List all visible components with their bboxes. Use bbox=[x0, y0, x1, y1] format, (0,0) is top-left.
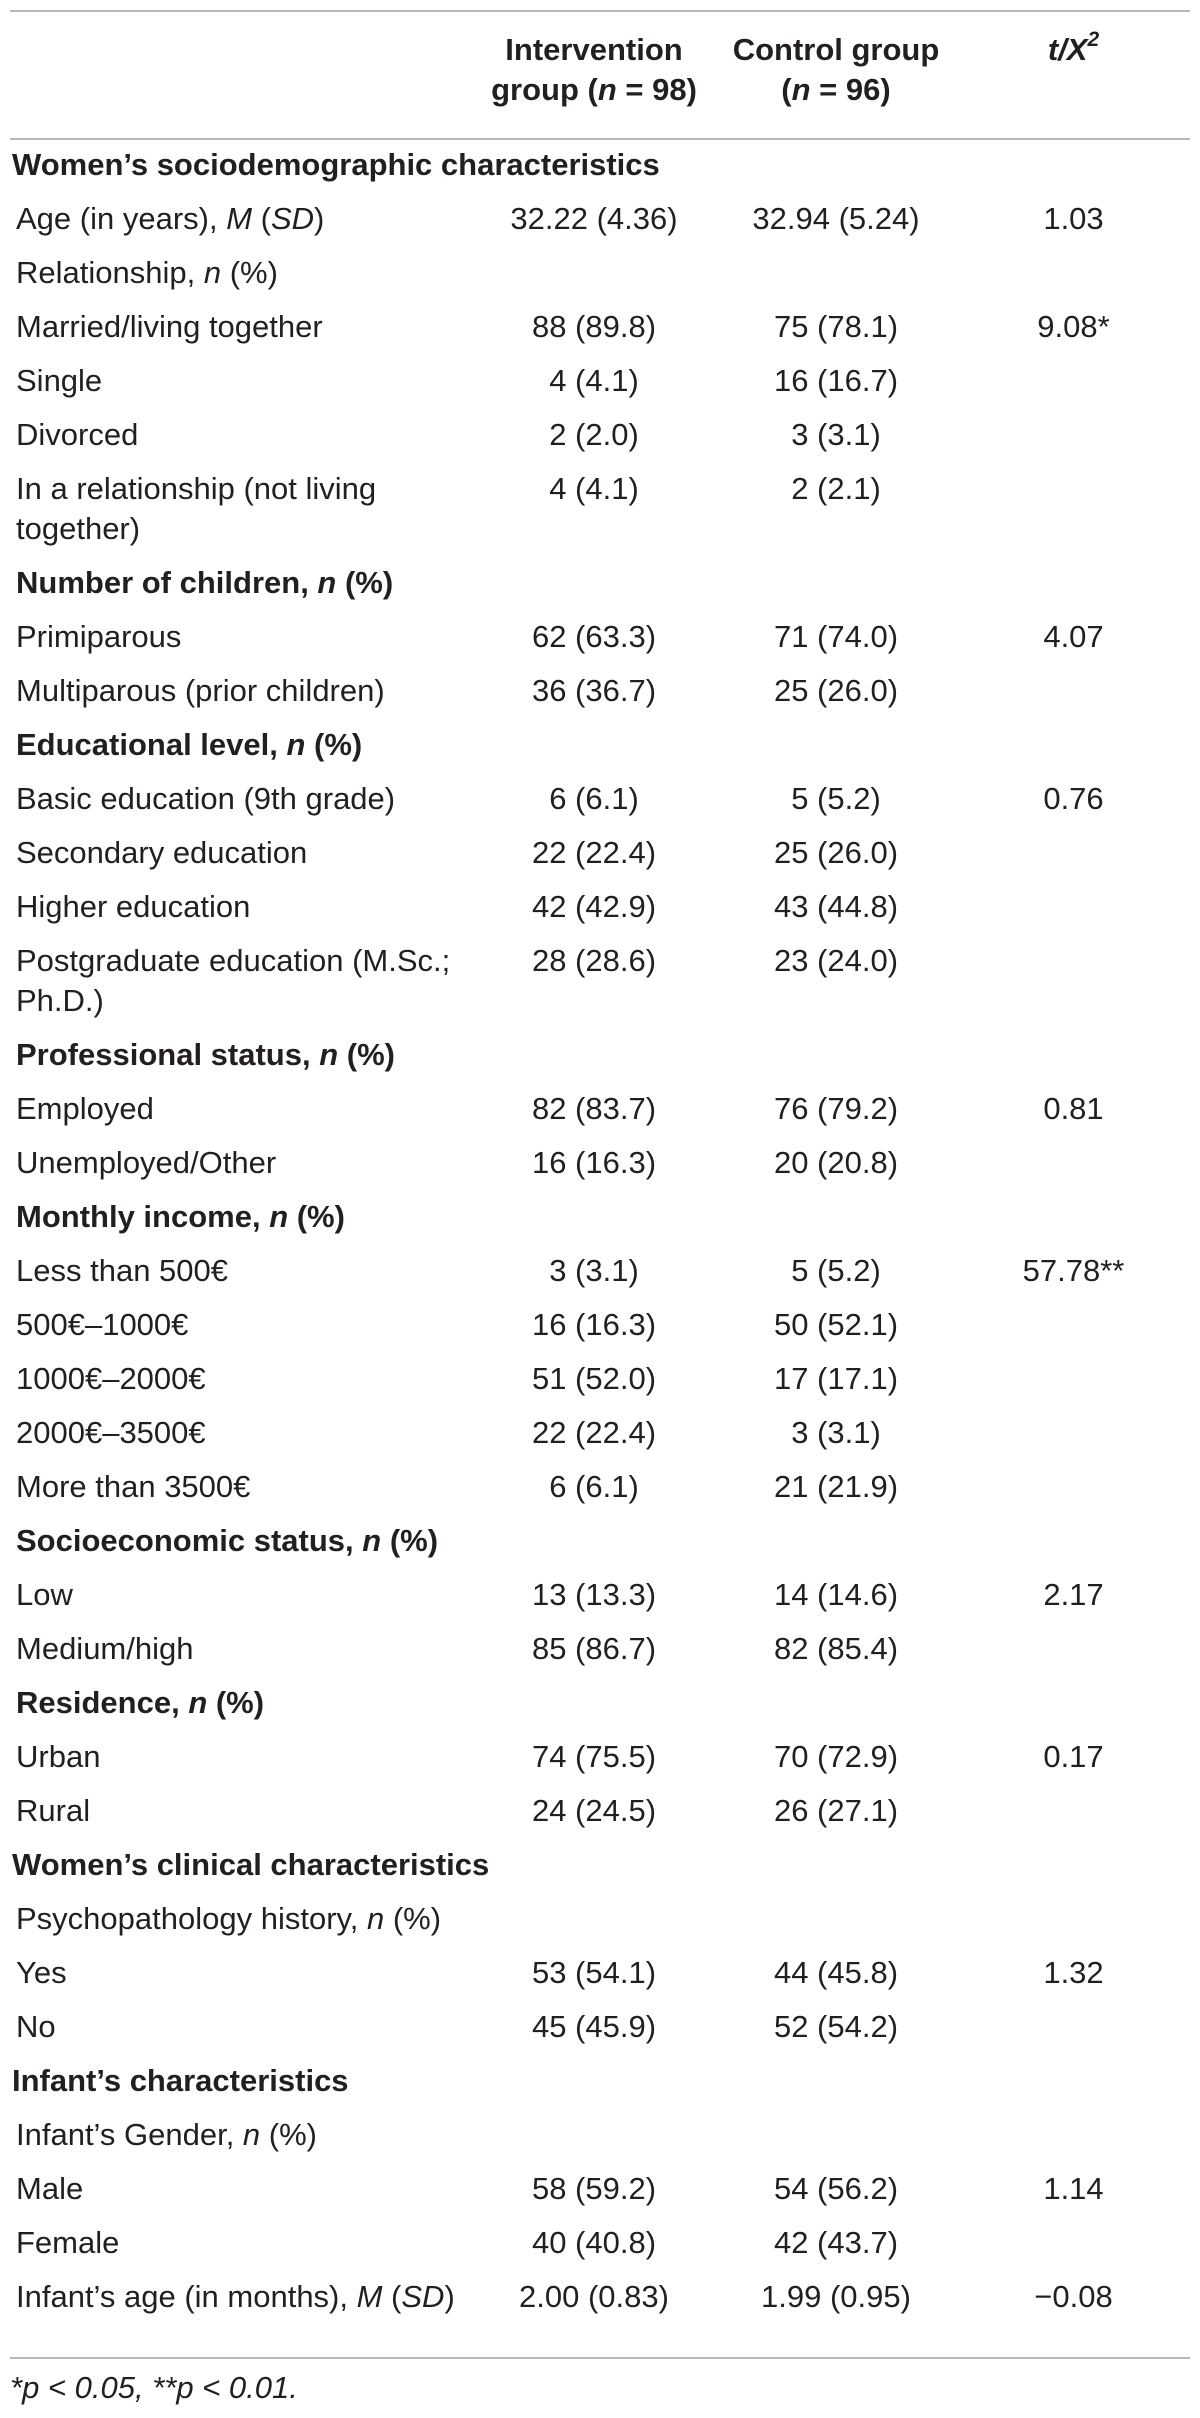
intervention-value: 4 (4.1) bbox=[549, 363, 639, 398]
control-value bbox=[715, 246, 957, 300]
test-statistic-value: 57.78** bbox=[1022, 1253, 1125, 1288]
table-bottom-rule bbox=[10, 2357, 1190, 2359]
table-row bbox=[10, 354, 1190, 408]
test-statistic-value bbox=[957, 1352, 1190, 1406]
intervention-value: 53 (54.1) bbox=[531, 1955, 657, 1990]
table-row bbox=[10, 300, 1190, 354]
test-statistic-value bbox=[957, 1406, 1190, 1460]
row-label: Unemployed/Other bbox=[16, 1145, 277, 1180]
test-statistic-value: 1.03 bbox=[1043, 201, 1104, 236]
table-row bbox=[10, 1730, 1190, 1784]
intervention-value: 88 (89.8) bbox=[531, 309, 657, 344]
table-body bbox=[10, 138, 1190, 2324]
subsection-header-row bbox=[10, 1514, 1190, 1568]
header-stat-label: $t/X^2$ bbox=[1047, 28, 1100, 67]
control-value: 44 (45.8) bbox=[773, 1955, 899, 1990]
header-blank bbox=[10, 12, 473, 138]
control-value bbox=[715, 1892, 957, 1946]
intervention-value: 40 (40.8) bbox=[531, 2225, 657, 2260]
subsection-header-row bbox=[10, 718, 1190, 772]
row-label: Basic education (9th grade) bbox=[16, 781, 396, 816]
table-row bbox=[10, 1622, 1190, 1676]
control-value: 82 (85.4) bbox=[773, 1631, 899, 1666]
test-statistic-value bbox=[957, 664, 1190, 718]
intervention-value: 22 (22.4) bbox=[531, 1415, 657, 1450]
intervention-value: 16 (16.3) bbox=[531, 1145, 657, 1180]
test-statistic-value bbox=[957, 408, 1190, 462]
table-row bbox=[10, 1946, 1190, 2000]
intervention-value: 45 (45.9) bbox=[531, 2009, 657, 2044]
control-value: 5 (5.2) bbox=[791, 781, 881, 816]
table-row bbox=[10, 192, 1190, 246]
control-value: 21 (21.9) bbox=[773, 1469, 899, 1504]
row-label: Rural bbox=[16, 1793, 91, 1828]
control-value: 25 (26.0) bbox=[773, 673, 899, 708]
table-row bbox=[10, 880, 1190, 934]
test-statistic-value: 0.17 bbox=[1043, 1739, 1104, 1774]
test-statistic-value: −0.08 bbox=[1034, 2279, 1113, 2314]
test-statistic-value bbox=[957, 880, 1190, 934]
intervention-value: 85 (86.7) bbox=[531, 1631, 657, 1666]
row-label: Less than 500€ bbox=[16, 1253, 229, 1288]
table-row bbox=[10, 1406, 1190, 1460]
row-label: Psychopathology history, n (%) bbox=[16, 1901, 442, 1936]
row-label: Divorced bbox=[16, 417, 139, 452]
row-label: Married/living together bbox=[16, 309, 323, 344]
intervention-value: 4 (4.1) bbox=[549, 471, 639, 506]
intervention-value bbox=[473, 2108, 715, 2162]
table-row bbox=[10, 1082, 1190, 1136]
test-statistic-value bbox=[957, 2000, 1190, 2054]
control-value: 54 (56.2) bbox=[773, 2171, 899, 2206]
intervention-value: 62 (63.3) bbox=[531, 619, 657, 654]
header-control-line2: (n = 96) bbox=[781, 72, 891, 107]
header-intervention-line2: group (n = 98) bbox=[491, 72, 697, 107]
intervention-value: 3 (3.1) bbox=[549, 1253, 639, 1288]
control-value: 71 (74.0) bbox=[773, 619, 899, 654]
table-row bbox=[10, 772, 1190, 826]
subsection-header-row bbox=[10, 556, 1190, 610]
intervention-value: 28 (28.6) bbox=[531, 943, 657, 978]
test-statistic-value bbox=[957, 1298, 1190, 1352]
table-row bbox=[10, 1460, 1190, 1514]
test-statistic-value bbox=[957, 934, 1190, 1028]
control-value: 5 (5.2) bbox=[791, 1253, 881, 1288]
section-header-label: Infant’s characteristics bbox=[12, 2063, 349, 2098]
test-statistic-value bbox=[957, 2108, 1190, 2162]
intervention-value: 13 (13.3) bbox=[531, 1577, 657, 1612]
intervention-value: 32.22 (4.36) bbox=[510, 201, 678, 236]
control-value: 52 (54.2) bbox=[773, 2009, 899, 2044]
table-row bbox=[10, 934, 1190, 1028]
control-value: 23 (24.0) bbox=[773, 943, 899, 978]
control-value: 14 (14.6) bbox=[773, 1577, 899, 1612]
test-statistic-value bbox=[957, 1136, 1190, 1190]
test-statistic-value: 2.17 bbox=[1043, 1577, 1104, 1612]
section-header-label: Women’s clinical characteristics bbox=[12, 1847, 490, 1882]
table-row bbox=[10, 1244, 1190, 1298]
intervention-value bbox=[473, 1892, 715, 1946]
test-statistic-value: 4.07 bbox=[1043, 619, 1104, 654]
subsection-header-label: Number of children, n (%) bbox=[16, 565, 394, 600]
control-value: 3 (3.1) bbox=[791, 1415, 881, 1450]
intervention-value: 58 (59.2) bbox=[531, 2171, 657, 2206]
table-row bbox=[10, 826, 1190, 880]
intervention-value: 82 (83.7) bbox=[531, 1091, 657, 1126]
row-label: Medium/high bbox=[16, 1631, 194, 1666]
test-statistic-value bbox=[957, 1892, 1190, 1946]
intervention-value: 22 (22.4) bbox=[531, 835, 657, 870]
control-value: 42 (43.7) bbox=[773, 2225, 899, 2260]
table-container bbox=[10, 12, 1190, 2324]
row-label: Relationship, n (%) bbox=[16, 255, 278, 290]
control-value: 3 (3.1) bbox=[791, 417, 881, 452]
table-row bbox=[10, 462, 1190, 556]
header-row bbox=[10, 12, 1190, 138]
intervention-value: 2 (2.0) bbox=[549, 417, 639, 452]
test-statistic-value bbox=[957, 462, 1190, 556]
header-test-statistic bbox=[957, 12, 1190, 138]
intervention-value: 2.00 (0.83) bbox=[519, 2279, 669, 2314]
row-label: Multiparous (prior children) bbox=[16, 673, 385, 708]
control-value: 20 (20.8) bbox=[773, 1145, 899, 1180]
row-label: No bbox=[16, 2009, 56, 2044]
intervention-value: 74 (75.5) bbox=[531, 1739, 657, 1774]
table-row bbox=[10, 246, 1190, 300]
table-row bbox=[10, 2000, 1190, 2054]
test-statistic-value: 1.32 bbox=[1043, 1955, 1104, 1990]
row-label: 2000€–3500€ bbox=[16, 1415, 206, 1450]
control-value: 50 (52.1) bbox=[773, 1307, 899, 1342]
test-statistic-value bbox=[957, 826, 1190, 880]
intervention-value: 36 (36.7) bbox=[531, 673, 657, 708]
row-label: 1000€–2000€ bbox=[16, 1361, 206, 1396]
row-label: Employed bbox=[16, 1091, 154, 1126]
header-control-line1: Control group bbox=[732, 32, 940, 67]
row-label: Higher education bbox=[16, 889, 251, 924]
table-row bbox=[10, 1298, 1190, 1352]
test-statistic-value bbox=[957, 246, 1190, 300]
control-value: 25 (26.0) bbox=[773, 835, 899, 870]
row-label: In a relationship (not living together) bbox=[16, 471, 377, 546]
table-row bbox=[10, 1568, 1190, 1622]
intervention-value bbox=[473, 246, 715, 300]
control-value: 70 (72.9) bbox=[773, 1739, 899, 1774]
row-label: Infant’s Gender, n (%) bbox=[16, 2117, 317, 2152]
control-value: 75 (78.1) bbox=[773, 309, 899, 344]
control-value: 43 (44.8) bbox=[773, 889, 899, 924]
control-value: 1.99 (0.95) bbox=[761, 2279, 911, 2314]
row-label: Postgraduate education (M.Sc.; Ph.D.) bbox=[16, 943, 451, 1018]
section-header-row bbox=[10, 1838, 1190, 1892]
section-header-row bbox=[10, 138, 1190, 192]
table-row bbox=[10, 1784, 1190, 1838]
table-row bbox=[10, 2270, 1190, 2324]
row-label: Male bbox=[16, 2171, 84, 2206]
row-label: Single bbox=[16, 363, 103, 398]
subsection-header-row bbox=[10, 1028, 1190, 1082]
table-row bbox=[10, 2162, 1190, 2216]
section-header-label: Women’s sociodemographic characteristics bbox=[12, 147, 660, 182]
test-statistic-value: 0.81 bbox=[1043, 1091, 1104, 1126]
table-row bbox=[10, 1892, 1190, 1946]
table-row bbox=[10, 664, 1190, 718]
intervention-value: 24 (24.5) bbox=[531, 1793, 657, 1828]
control-value: 32.94 (5.24) bbox=[752, 201, 920, 236]
table-row bbox=[10, 408, 1190, 462]
intervention-value: 6 (6.1) bbox=[549, 781, 639, 816]
subsection-header-label: Socioeconomic status, n (%) bbox=[16, 1523, 439, 1558]
table-row bbox=[10, 1136, 1190, 1190]
section-header-row bbox=[10, 2054, 1190, 2108]
test-statistic-value: 0.76 bbox=[1043, 781, 1104, 816]
subsection-header-row bbox=[10, 1676, 1190, 1730]
intervention-value: 51 (52.0) bbox=[531, 1361, 657, 1396]
row-label: 500€–1000€ bbox=[16, 1307, 189, 1342]
row-label: More than 3500€ bbox=[16, 1469, 251, 1504]
table-row bbox=[10, 2108, 1190, 2162]
row-label: Low bbox=[16, 1577, 73, 1612]
intervention-value: 16 (16.3) bbox=[531, 1307, 657, 1342]
control-value bbox=[715, 2108, 957, 2162]
subsection-header-label: Residence, n (%) bbox=[16, 1685, 265, 1720]
subsection-header-label: Professional status, n (%) bbox=[16, 1037, 395, 1072]
subsection-header-label: Monthly income, n (%) bbox=[16, 1199, 345, 1234]
intervention-value: 42 (42.9) bbox=[531, 889, 657, 924]
test-statistic-value bbox=[957, 1784, 1190, 1838]
row-label: Secondary education bbox=[16, 835, 308, 870]
test-statistic-value bbox=[957, 1622, 1190, 1676]
table-row bbox=[10, 610, 1190, 664]
header-control-group bbox=[715, 12, 957, 138]
control-value: 17 (17.1) bbox=[773, 1361, 899, 1396]
header-intervention-line1: Intervention bbox=[505, 32, 683, 67]
header-intervention-group bbox=[473, 12, 715, 138]
row-label: Yes bbox=[16, 1955, 67, 1990]
test-statistic-value bbox=[957, 1460, 1190, 1514]
row-label: Urban bbox=[16, 1739, 101, 1774]
test-statistic-value bbox=[957, 354, 1190, 408]
table-footnote: *p < 0.05, **p < 0.01. bbox=[10, 2370, 298, 2405]
subsection-header-row bbox=[10, 1190, 1190, 1244]
intervention-value: 6 (6.1) bbox=[549, 1469, 639, 1504]
table-row bbox=[10, 1352, 1190, 1406]
test-statistic-value: 1.14 bbox=[1043, 2171, 1104, 2206]
row-label: Primiparous bbox=[16, 619, 182, 654]
row-label: Age (in years), M (SD) bbox=[16, 201, 325, 236]
row-label: Female bbox=[16, 2225, 120, 2260]
test-statistic-value bbox=[957, 2216, 1190, 2270]
control-value: 2 (2.1) bbox=[791, 471, 881, 506]
subsection-header-label: Educational level, n (%) bbox=[16, 727, 363, 762]
data-table bbox=[10, 12, 1190, 2324]
control-value: 26 (27.1) bbox=[773, 1793, 899, 1828]
test-statistic-value: 9.08* bbox=[1037, 309, 1110, 344]
control-value: 16 (16.7) bbox=[773, 363, 899, 398]
table-row bbox=[10, 2216, 1190, 2270]
control-value: 76 (79.2) bbox=[773, 1091, 899, 1126]
row-label: Infant’s age (in months), M (SD) bbox=[16, 2279, 455, 2314]
